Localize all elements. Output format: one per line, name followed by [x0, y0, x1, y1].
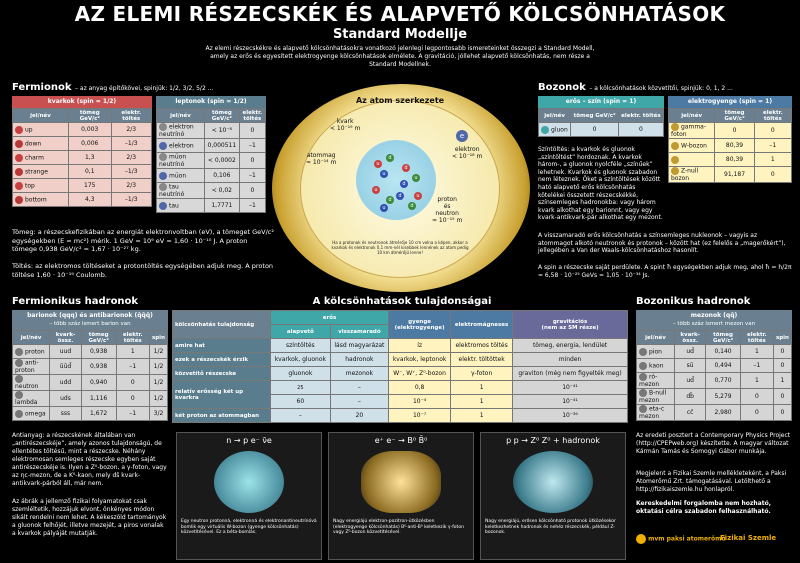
- value-cell: –1: [116, 407, 149, 421]
- particle-icon: [15, 196, 23, 204]
- value-cell: 0,770: [706, 373, 740, 389]
- paks-logo[interactable]: mvm paksi atomerőmű: [636, 534, 726, 544]
- force-cell: kvarkok, gluonok: [271, 353, 331, 367]
- antimatter-text: Antianyag: a részecskének általában van „antirészecskéje”, amely azonos tulajdonságú, de ellentétes töltésű, mint a részecske. Néhány elektromosan semleges részecske egyben saját antirészecskéje is. Ilyen a Z⁰-bozon, a γ-foton, vagy az ηc-mezon, de a K⁰-kaon, mely dš kvark-antikvark-párból áll, már nem.: [12, 432, 167, 487]
- value-cell: 0: [773, 389, 791, 405]
- value-cell: 2/3: [111, 151, 152, 165]
- rel-cell: 60: [271, 395, 331, 409]
- force-cell: íz: [389, 339, 451, 353]
- leptons-table-wrap: [156, 96, 266, 213]
- table-row: [13, 391, 168, 407]
- row-header: amire hat: [173, 339, 271, 353]
- col-header: tömeg GeV/c²: [571, 109, 619, 123]
- table-row: [637, 359, 792, 373]
- particle-icon: [639, 405, 647, 413]
- force-cell: minden: [513, 353, 628, 367]
- table-row: [13, 359, 168, 375]
- value-cell: 1: [754, 153, 791, 167]
- quarks-header: kvarkok (spin = 1/2): [12, 96, 152, 108]
- particle-cell: eta-c mezon: [637, 405, 675, 421]
- col-header: alapvető: [271, 325, 331, 339]
- quarks-table: [12, 108, 152, 207]
- proton-cell: –: [271, 409, 331, 423]
- value-cell: 1: [740, 345, 773, 359]
- table-row: [157, 183, 266, 199]
- rel-cell: 10⁻⁴¹: [513, 395, 628, 409]
- particle-icon: [159, 142, 167, 150]
- baryon-table: [12, 330, 168, 421]
- particle-icon: [15, 154, 23, 162]
- value-cell: 0: [773, 345, 791, 359]
- value-cell: 0: [116, 391, 149, 407]
- table-row: [173, 353, 628, 367]
- value-cell: cc̄: [674, 405, 705, 421]
- table-row: [669, 153, 792, 167]
- value-cell: 80,39: [715, 139, 754, 153]
- gluon-table: [538, 108, 664, 137]
- value-cell: udd: [50, 375, 82, 391]
- col-header: visszamaradó: [330, 325, 388, 339]
- value-cell: 4,3: [69, 193, 112, 207]
- color-charge-text: Színtöltés: a kvarkok és gluonok „színtöltést” hordoznak. A kvarkok három-, a gluonok nyolcféle „színűek” lehetnek. Kvarkok és gluonok szabadon nem léteznek. Őket a színtöltések között ható alapvető erős kölcsönhatás kötelékei összetett részecskékké, színsemleges hadronokba: vagy három kvark alkothat egy barionnt, vagy egy kvark-antikvark-pár alkothat egy mezont.: [538, 146, 663, 222]
- table-row: [637, 405, 792, 421]
- value-cell: 0,106: [205, 169, 240, 183]
- value-cell: 0: [740, 389, 773, 405]
- particle-icon: [15, 168, 23, 176]
- strong-boson-header: erős – szín (spin = 1): [538, 96, 664, 108]
- particle-cell: müon: [157, 169, 205, 183]
- col-header: tömeg GeV/c²: [81, 331, 116, 345]
- table-row: [173, 339, 628, 353]
- particle-icon: [15, 348, 23, 356]
- bosonic-hadrons-heading: Bozonikus hadronok: [636, 296, 751, 307]
- particle-cell: neutron: [13, 375, 50, 391]
- particle-icon: [639, 362, 647, 370]
- particle-icon: [15, 140, 23, 148]
- particle-cell: B-null mezon: [637, 389, 675, 405]
- rel-cell: –: [330, 381, 388, 395]
- value-cell: 1,7771: [205, 199, 240, 213]
- strong-boson-wrap: [538, 96, 664, 137]
- particle-icon: [671, 123, 679, 131]
- intro-text: Az elemi részecskékre és alapvető kölcsönhatásokra vonatkozó jelenlegi legpontosabb ismereteinket összegzi a Standard Modell, amely az erős és egyesített elektrogyenge kölcsönhatások elmélete. A gravitáció, jóllehet alapvető kölcsönhatás, nem része a Standard Modellnek.: [205, 45, 595, 68]
- value-cell: uud: [50, 345, 82, 359]
- meson-table: [636, 330, 792, 421]
- value-cell: 0,938: [81, 359, 116, 375]
- value-cell: 0,003: [69, 123, 112, 137]
- table-row: [13, 407, 168, 421]
- quark-ball: u: [412, 174, 420, 182]
- value-cell: 1: [740, 373, 773, 389]
- col-header: jel/név: [13, 331, 50, 345]
- col-header: erős: [271, 311, 389, 325]
- rel-cell: 10⁻⁴: [389, 395, 451, 409]
- value-cell: 1,116: [81, 391, 116, 407]
- force-cell: lásd magyarázat: [330, 339, 388, 353]
- particle-icon: [159, 183, 167, 191]
- col-header: jel/név: [669, 109, 715, 123]
- value-cell: sū: [674, 359, 705, 373]
- table-row: [13, 151, 152, 165]
- quark-ball: u: [372, 186, 380, 194]
- particle-icon: [639, 373, 647, 381]
- value-cell: 0: [754, 167, 791, 183]
- rel-cell: 0,8: [389, 381, 451, 395]
- forces-table: kölcsönhatás tulajdonság erős gyenge (elektrogyenge) elektromágneses gravitációs (nem az SM része) alapvető visszamaradó amire hat színtöltés lásd magyarázat íz elektromos töltés tömeg, energia, lendület ezek a részecskék érzik kvarkok, gluonok hadronok kvarkok, leptonok elektr. töltöttek minden közvetítő részecske gluonok mezonok W⁻, W⁺, Z⁰-bozon γ-foton graviton (még nem figyelték meg) relatív erősség két up kvarkra 25 – 0,8 1 10⁻⁴¹ 60 – 10⁻⁴ 1 10⁻⁴¹ két proton az atommagban – 20 10⁻⁷ 1 10⁻³⁶: [172, 310, 628, 423]
- force-cell: hadronok: [330, 353, 388, 367]
- value-cell: 0: [740, 405, 773, 421]
- particle-cell: lambda: [13, 391, 50, 407]
- nucleus-quarks: [356, 140, 436, 220]
- value-cell: 175: [69, 179, 112, 193]
- value-cell: 0: [618, 123, 663, 137]
- meson-header: mezonok (qq̄) – több száz ismert mezon van: [636, 310, 792, 330]
- elektron-label: elektron < 10⁻¹⁸ m: [452, 146, 483, 160]
- particle-icon: [671, 156, 679, 164]
- table-row: [637, 345, 792, 359]
- particle-cell: gluon: [539, 123, 571, 137]
- quark-ball: d: [396, 192, 404, 200]
- table-row: [157, 123, 266, 139]
- value-cell: uds: [50, 391, 82, 407]
- proton-cell: 20: [330, 409, 388, 423]
- table-row: [637, 389, 792, 405]
- value-cell: 0,000511: [205, 139, 240, 153]
- col-header: kvark-össz.: [50, 331, 82, 345]
- col-header: elektr. töltés: [239, 109, 265, 123]
- free-use-text: Kereskedelmi forgalomba nem hozható, oktatási célra szabadon felhasználható.: [636, 500, 771, 515]
- force-cell: színtöltés: [271, 339, 331, 353]
- diagram-pp-collision: p p → Z⁰ Z⁰ + hadronok Nagy energiájú, erősen kölcsönható protonok ütközésekor keletkezhetnek hadronok és nehéz részecskék, például Z-bozonok.: [480, 432, 626, 560]
- value-cell: 0: [773, 405, 791, 421]
- particle-cell: charm: [13, 151, 69, 165]
- quark-ball: u: [414, 192, 422, 200]
- credits-text: Az eredeti posztert a Contemporary Physics Project (http://CPEPweb.org) készítette. A magyar változat Kármán Tamás és Somogyi Gábor munkája.: [636, 432, 791, 455]
- particle-icon: [159, 153, 167, 161]
- value-cell: –1/3: [111, 193, 152, 207]
- quark-ball: u: [374, 160, 382, 168]
- value-cell: –1: [239, 169, 265, 183]
- value-cell: 0,494: [706, 359, 740, 373]
- value-cell: 1/2: [149, 375, 167, 391]
- ew-table: [668, 108, 792, 183]
- particle-cell: anti-proton: [13, 359, 50, 375]
- table-row: [157, 199, 266, 213]
- force-cell: gluonok: [271, 367, 331, 381]
- leptons-table: [156, 108, 266, 213]
- quark-ball: d: [402, 164, 410, 172]
- row-header: ezek a részecskék érzik: [173, 353, 271, 367]
- quark-ball: d: [408, 202, 416, 210]
- particle-cell: Z-null bozon: [669, 167, 715, 183]
- value-cell: ud̄: [674, 345, 705, 359]
- col-header: spin: [773, 331, 791, 345]
- value-cell: 0: [239, 123, 265, 139]
- col-header: kvark-össz.: [674, 331, 705, 345]
- publisher-text: Megjelent a Fizikai Szemle mellékleteként, a Paksi Atomerőmű Zrt. támogatásával. Letölthető a http://fizikaiszemle.hu honlapról.: [636, 470, 787, 493]
- col-header: elektr. töltés: [740, 331, 773, 345]
- table-row: [13, 345, 168, 359]
- table-row: [13, 123, 152, 137]
- col-header: elektromágneses: [451, 311, 513, 339]
- particle-icon: [159, 202, 167, 210]
- particle-cell: pion: [637, 345, 675, 359]
- rel-cell: –: [330, 395, 388, 409]
- table-row: [157, 169, 266, 183]
- particle-cell: müon neutrínó: [157, 153, 205, 169]
- value-cell: 0: [754, 123, 791, 139]
- quark-ball: d: [386, 154, 394, 162]
- value-cell: 5,279: [706, 389, 740, 405]
- value-cell: 0: [715, 123, 754, 139]
- value-cell: 0,940: [81, 375, 116, 391]
- atom-caption: Ha a protonok és neutronok átmérője 10 cm volna a képen, akkor a kvarkok és elektronok 0,1 mm-nél kisebbek lennének az atom pedig 10 km átmérőjű lenne!: [331, 240, 469, 255]
- particle-icon: [15, 375, 23, 383]
- table-row: [157, 139, 266, 153]
- particle-icon: [639, 348, 647, 356]
- baryon-header: barionok (qqq) és antibarionok (q̄q̄q̄) – több száz ismert barion van: [12, 310, 168, 330]
- value-cell: 1: [116, 345, 149, 359]
- value-cell: 0: [239, 183, 265, 199]
- value-cell: 1: [773, 373, 791, 389]
- particle-icon: [639, 389, 647, 397]
- particle-cell: up: [13, 123, 69, 137]
- row-header: két proton az atommagban: [173, 409, 271, 423]
- value-cell: –1/3: [111, 165, 152, 179]
- value-cell: 3/2: [149, 407, 167, 421]
- proton-neutron-label: proton és neutron ≈ 10⁻¹⁵ m: [432, 196, 463, 224]
- col-header: kölcsönhatás tulajdonság: [173, 311, 271, 339]
- particle-cell: proton: [13, 345, 50, 359]
- force-cell: mezonok: [330, 367, 388, 381]
- table-row: [637, 373, 792, 389]
- table-row: [539, 123, 664, 137]
- value-cell: sss: [50, 407, 82, 421]
- col-header: jel/név: [157, 109, 205, 123]
- value-cell: < 0,0002: [205, 153, 240, 169]
- value-cell: 1/2: [149, 391, 167, 407]
- atom-title: Az atom szerkezete: [355, 96, 445, 105]
- value-cell: 0: [239, 153, 265, 169]
- value-cell: –1: [239, 139, 265, 153]
- value-cell: 0,140: [706, 345, 740, 359]
- row-header: közvetítő részecske: [173, 367, 271, 381]
- ew-boson-wrap: [668, 96, 792, 183]
- quark-ball: d: [400, 180, 408, 188]
- force-cell: graviton (még nem figyelték meg): [513, 367, 628, 381]
- particle-cell: [669, 153, 715, 167]
- value-cell: 80,39: [715, 153, 754, 167]
- baryon-wrap: [12, 310, 168, 421]
- value-cell: 91,187: [715, 167, 754, 183]
- value-cell: 0: [773, 359, 791, 373]
- col-header: jel/név: [637, 331, 675, 345]
- particle-cell: gamma-foton: [669, 123, 715, 139]
- col-header: elektr. töltés: [618, 109, 663, 123]
- table-row: [13, 193, 152, 207]
- table-row: [13, 165, 152, 179]
- particle-cell: tau: [157, 199, 205, 213]
- forces-heading: A kölcsönhatások tulajdonságai: [312, 296, 492, 307]
- particle-cell: ró-mezon: [637, 373, 675, 389]
- rel-cell: 1: [451, 395, 513, 409]
- col-header: elektr. töltés: [116, 331, 149, 345]
- electron-ball: e: [456, 130, 468, 142]
- value-cell: 0: [571, 123, 619, 137]
- value-cell: –1: [116, 359, 149, 375]
- rel-cell: 10⁻⁴¹: [513, 381, 628, 395]
- particle-icon: [15, 391, 23, 399]
- particle-cell: top: [13, 179, 69, 193]
- proton-cell: 1: [451, 409, 513, 423]
- col-header: elektr. töltés: [754, 109, 791, 123]
- particle-icon: [541, 126, 549, 134]
- diagram-beta-decay: n → p e⁻ ν̄e Egy neutron protonná, elektronná és elektronantineutrínóvá bomlik egy virtuális W-bozon (gyenge kölcsönhatás) közvetítésével. Ez a béta-bomlás.: [176, 432, 322, 560]
- force-cell: γ-foton: [451, 367, 513, 381]
- table-row: [13, 375, 168, 391]
- particle-icon: [671, 142, 679, 150]
- fermions-heading: Fermionok – az anyag építőkövei, spinjük: 1/2, 3/2, 5/2 ...: [12, 82, 214, 93]
- force-cell: W⁻, W⁺, Z⁰-bozon: [389, 367, 451, 381]
- fermionic-hadrons-heading: Fermionikus hadronok: [12, 296, 139, 307]
- rel-cell: 25: [271, 381, 331, 395]
- particle-icon: [159, 123, 167, 131]
- value-cell: 2/3: [111, 123, 152, 137]
- force-cell: tömeg, energia, lendület: [513, 339, 628, 353]
- atommag-label: atommag ≈ 10⁻¹⁴ m: [306, 152, 337, 166]
- table-row: [173, 367, 628, 381]
- particle-icon: [671, 167, 679, 175]
- value-cell: db̄: [674, 389, 705, 405]
- poster-subtitle: Standard Modellje: [332, 27, 468, 42]
- value-cell: 1,672: [81, 407, 116, 421]
- value-cell: ūūd̄: [50, 359, 82, 375]
- value-cell: 0,938: [81, 345, 116, 359]
- col-header: jel/név: [539, 109, 571, 123]
- particle-icon: [15, 182, 23, 190]
- force-cell: kvarkok, leptonok: [389, 353, 451, 367]
- value-cell: 2/3: [111, 179, 152, 193]
- value-cell: –1: [740, 359, 773, 373]
- particle-cell: elektron: [157, 139, 205, 153]
- particle-icon: [15, 126, 23, 134]
- force-cell: elektromos töltés: [451, 339, 513, 353]
- col-header: tömeg GeV/c²: [715, 109, 754, 123]
- force-cell: elektr. töltöttek: [451, 353, 513, 367]
- value-cell: –1: [239, 199, 265, 213]
- particle-cell: strange: [13, 165, 69, 179]
- meson-wrap: [636, 310, 792, 421]
- table-row: [157, 153, 266, 169]
- col-header: spin: [149, 331, 167, 345]
- particle-icon: [15, 359, 23, 367]
- table-row: [669, 167, 792, 183]
- value-cell: –1/3: [111, 137, 152, 151]
- value-cell: < 0,02: [205, 183, 240, 199]
- ew-boson-header: elektrogyenge (spin = 1): [668, 96, 792, 108]
- particle-cell: kaon: [637, 359, 675, 373]
- col-header: tömeg GeV/c²: [706, 331, 740, 345]
- diagrams-note: Az ábrák a jellemző fizikai folyamatokat csak szemléltetik, hozzájuk elvont, önkényes módon sikált rendelni nem lehet. A kékeszöld tartományok a gluonok felhőjét, illetve mezejét, a piros vonalak a kvarkok pályáját mutatják.: [12, 498, 167, 537]
- particle-cell: down: [13, 137, 69, 151]
- value-cell: 1/2: [149, 345, 167, 359]
- spin-text: A spin a részecske saját perdülete. A spint ħ egységekben adjuk meg, ahol ħ = h/2π = 6,58 · 10⁻²⁵ GeVs = 1,05 · 10⁻³⁴ Js.: [538, 264, 792, 279]
- col-header: tömeg GeV/c²: [205, 109, 240, 123]
- charge-note: Töltés: az elektromos töltéseket a protontöltés egységében adjuk meg. A proton töltése 1,60 · 10⁻¹⁹ Coulomb.: [12, 262, 274, 279]
- quark-ball: u: [380, 170, 388, 178]
- leptons-header: leptonok (spin = 1/2): [156, 96, 266, 108]
- value-cell: –1: [754, 139, 791, 153]
- proton-cell: 10⁻³⁶: [513, 409, 628, 423]
- value-cell: 0: [116, 375, 149, 391]
- table-row: [669, 123, 792, 139]
- value-cell: < 10⁻⁸: [205, 123, 240, 139]
- rel-cell: 1: [451, 381, 513, 395]
- table-row: [13, 137, 152, 151]
- residual-strong-text: A visszamaradó erős kölcsönhatás a színsemleges nukleonok – vagyis az atommagot alkotó neutronok és protonok – között hat (ez felelős a „magerőkért”), jellegében a Van der Waals-kölcsönhatáshoz hasonlít.: [538, 232, 786, 255]
- kvark-label: kvark < 10⁻¹⁹ m: [330, 118, 361, 132]
- table-row: [669, 139, 792, 153]
- particle-cell: omega: [13, 407, 50, 421]
- proton-cell: 10⁻⁷: [389, 409, 451, 423]
- quark-ball: u: [380, 204, 388, 212]
- value-cell: 1,3: [69, 151, 112, 165]
- particle-icon: [159, 172, 167, 180]
- mass-note: Tömeg: a részecskefizikában az energiát elektronvoltban (eV), a tömeget GeV/c² egységekben (E = mc²) mérik. 1 GeV = 10⁹ eV = 1,60 · 10⁻¹⁰ J. A proton tömege 0,938 GeV/c² = 1,67 · 10⁻²⁷ kg.: [12, 228, 274, 253]
- fizikai-szemle-logo[interactable]: Fizikai Szemle: [720, 534, 777, 542]
- value-cell: 0,006: [69, 137, 112, 151]
- poster-title: AZ ELEMI RÉSZECSKÉK ÉS ALAPVETŐ KÖLCSÖNHATÁSOK: [74, 2, 726, 26]
- quarks-table-wrap: [12, 96, 152, 207]
- col-header: tömeg GeV/c²: [69, 109, 112, 123]
- col-header: jel/név: [13, 109, 69, 123]
- value-cell: 2,980: [706, 405, 740, 421]
- diagram-ee-collision: e⁺ e⁻ → B⁰ B̄⁰ Nagy energiájú elektron-pozitron-ütközésben (elektrogyenge kölcsönhatás) B⁰-anti-B⁰ keletkezik γ-foton vagy Z⁰-bozon közvetítésével.: [328, 432, 474, 560]
- bosons-heading: Bozonok – a kölcsönhatások közvetítői, spinjük: 0, 1, 2 ...: [538, 82, 733, 93]
- particle-cell: tau neutrínó: [157, 183, 205, 199]
- particle-cell: W-bozon: [669, 139, 715, 153]
- quark-ball: d: [386, 196, 394, 204]
- particle-icon: [15, 410, 23, 418]
- value-cell: 1/2: [149, 359, 167, 375]
- col-header: elektr. töltés: [111, 109, 152, 123]
- sun-icon: [636, 534, 646, 544]
- value-cell: ud̄: [674, 373, 705, 389]
- value-cell: 0,1: [69, 165, 112, 179]
- particle-cell: bottom: [13, 193, 69, 207]
- particle-cell: elektron neutrínó: [157, 123, 205, 139]
- table-row: [13, 179, 152, 193]
